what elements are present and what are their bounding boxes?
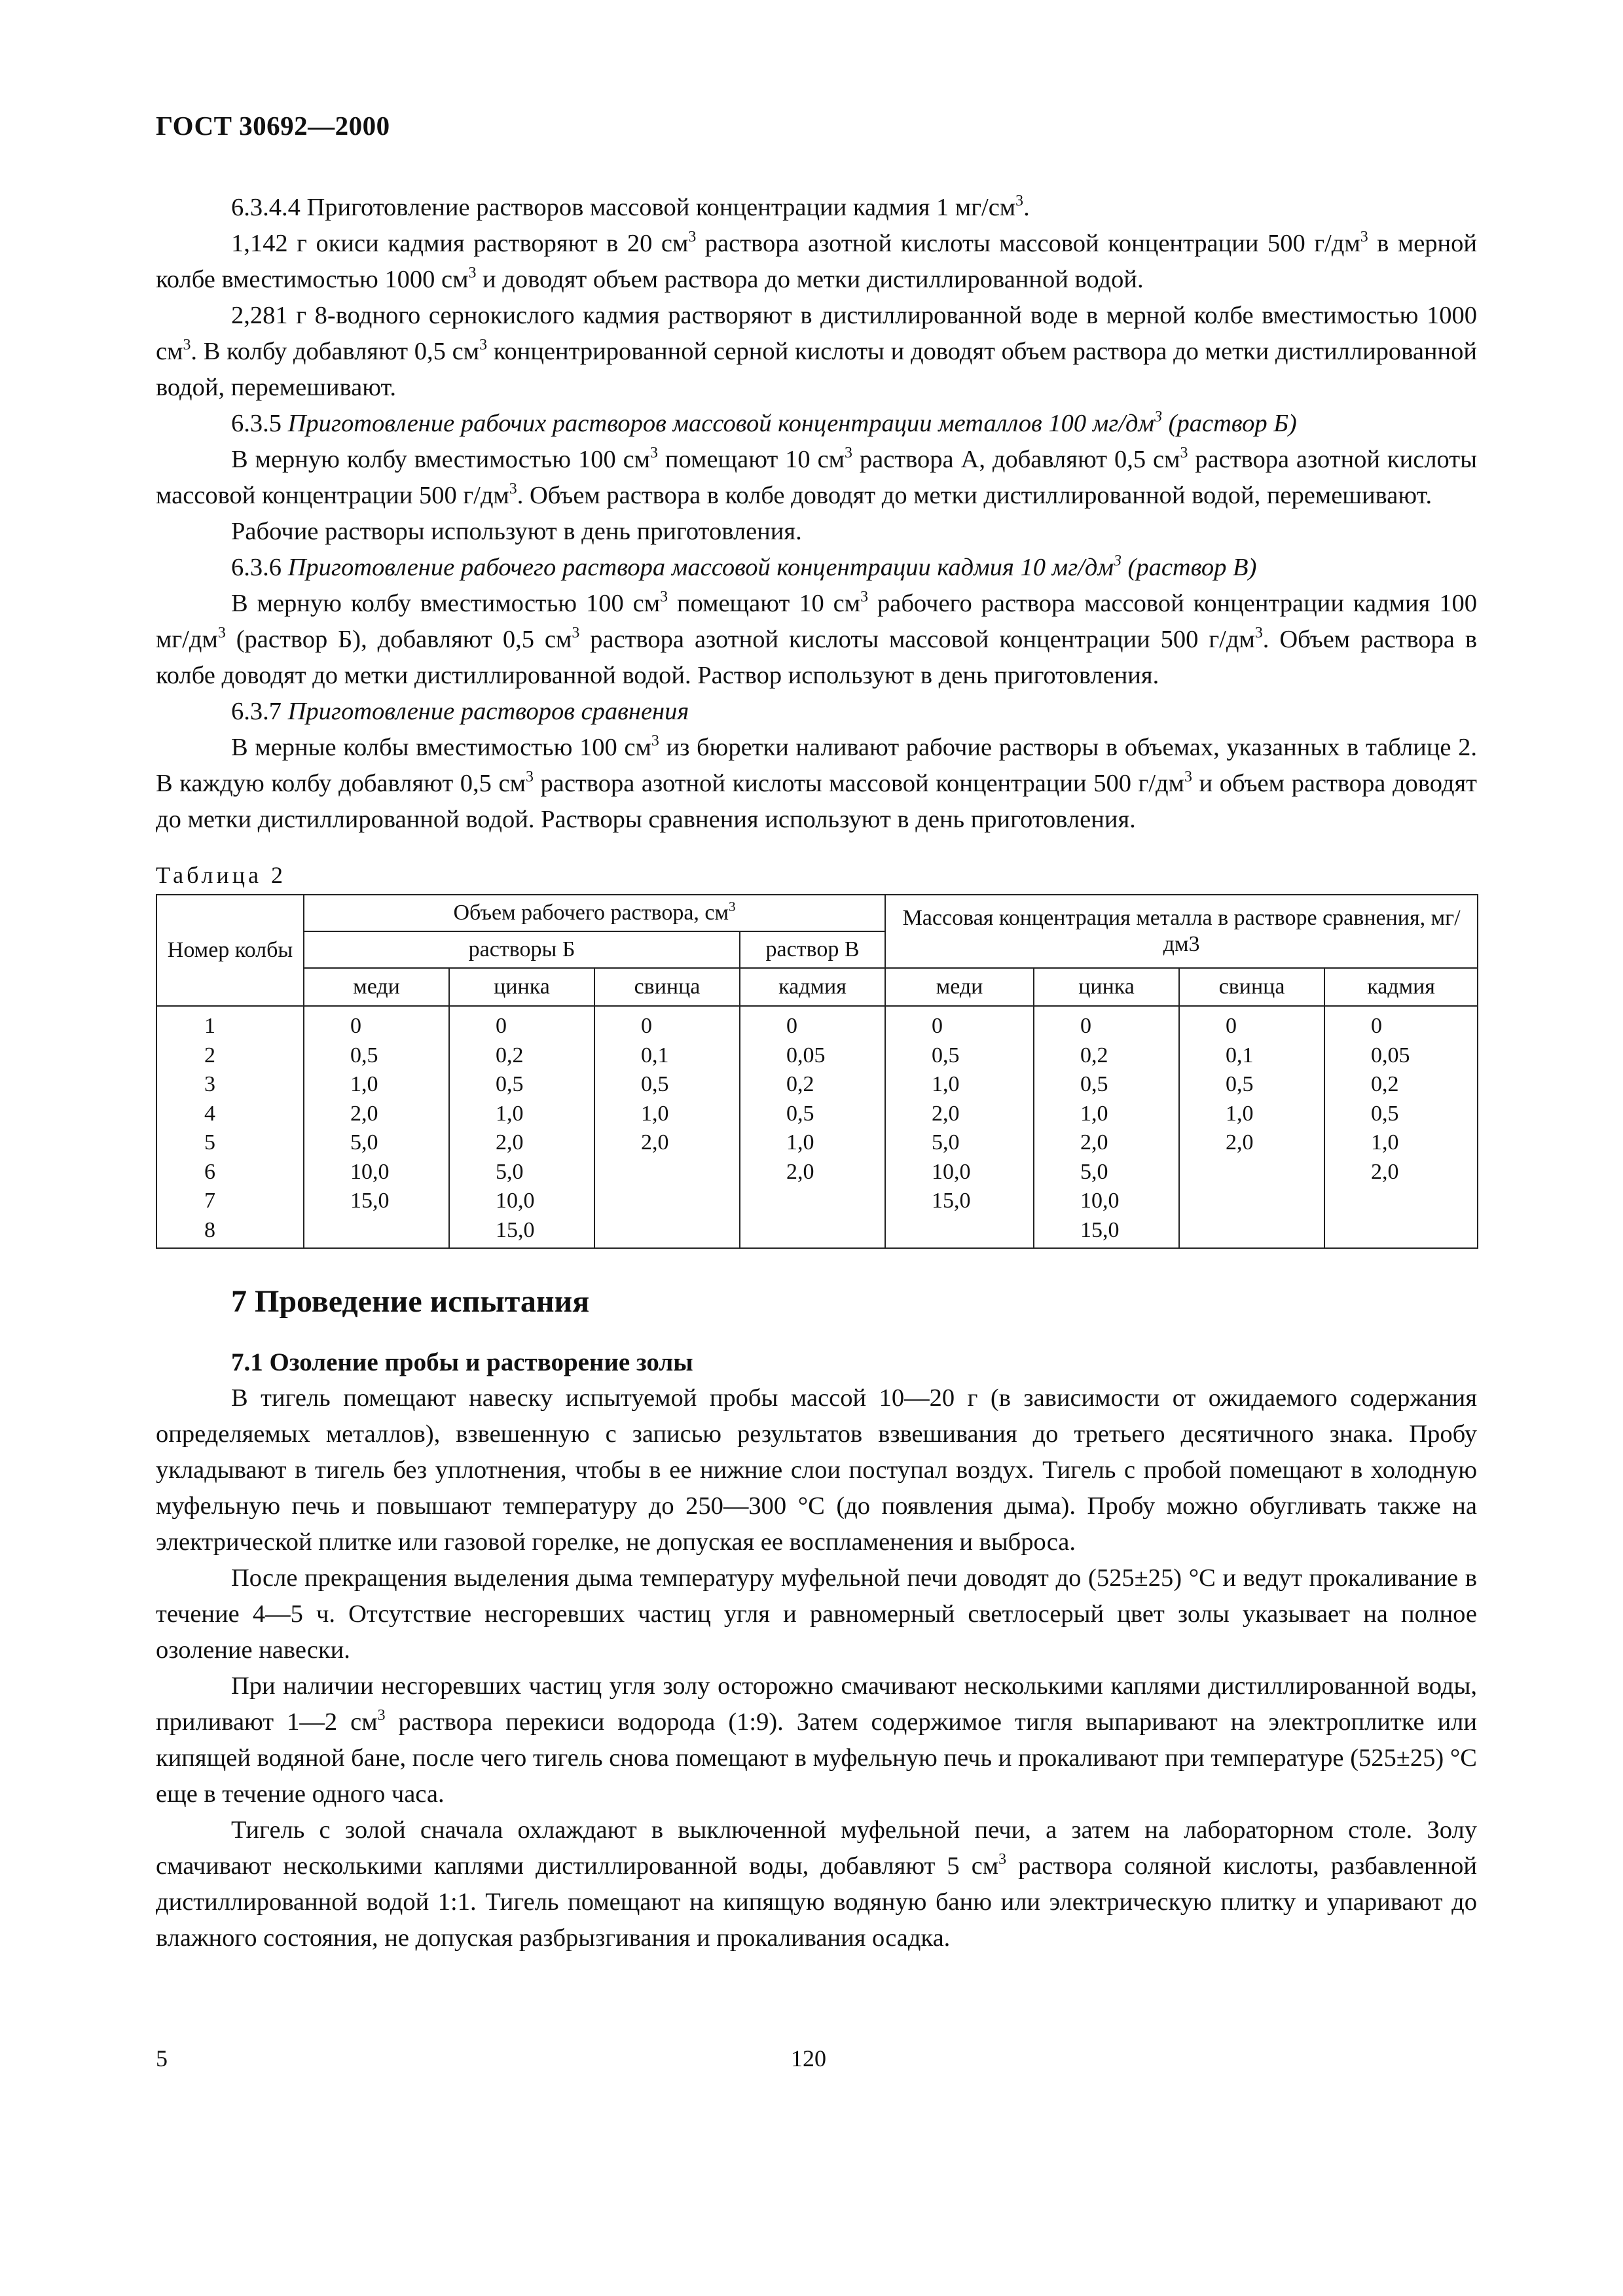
column-cadmium-concentration: 0 0,05 0,2 0,5 1,0 2,0 [1324, 1006, 1478, 1248]
paragraph-ashing-3: При наличии несгоревших частиц угля золу осторожно смачивают несколькими каплями дистиллированной воды, приливают 1—2 $см^3$ раствора перекиси водорода (1:9). Затем содержимое тигля выпаривают на электроплитке или кипящей водяной бане, после чего тигель снова помещают в муфельную печь и прокаливают при температуре (525±25) °С еще в течение одного часа. [156, 1672, 1477, 1808]
paragraph-solution-v: В мерную колбу вместимостью 100 $см^3$ помещают 10 $см^3$ рабочего раствора массовой концентрации кадмия 100 $мг/дм^3$ (раствор Б), добавляют 0,5 $см^3$ раствора азотной кислоты массовой концентрации 500 $г/дм^3$. Объем раствора в колбе доводят до метки дистиллированной водой. Раствор используют в день приготовления. [156, 588, 1477, 689]
paragraph-6-3-4-4-title: 6.3.4.4 Приготовление растворов массовой концентрации кадмия 1 $мг/см^3$. [231, 192, 1030, 221]
header-metal: кадмия [740, 968, 885, 1006]
paragraph-cadmium-oxide: 1,142 г окиси кадмия растворяют в 20 $см^3$ раствора азотной кислоты массовой концентрации 500 $г/дм^3$ в мерной колбе вместимостью 1000 $см^3$ и доводят объем раствора до метки дистиллированной водой. [156, 228, 1477, 293]
paragraph-solution-b: В мерную колбу вместимостью 100 $см^3$ помещают 10 $см^3$ раствора А, добавляют 0,5 $см^3$ раствора азотной кислоты массовой концентрации 500 $г/дм^3$. Объем раствора в колбе доводят до метки дистиллированной водой, перемешивают. [156, 444, 1477, 509]
header-mass-concentration: Массовая концентрация металла в растворе сравнения, мг/дм3 [885, 895, 1478, 968]
header-metal: меди [304, 968, 449, 1006]
section-7-title: 7 Проведение испытания [231, 1284, 590, 1319]
header-metal: свинца [594, 968, 740, 1006]
header-solutions-b: растворы Б [304, 931, 740, 968]
section-7-1-title: 7.1 Озоление пробы и растворение золы [231, 1348, 693, 1376]
column-cadmium-volume: 0 0,05 0,2 0,5 1,0 2,0 [740, 1006, 885, 1248]
header-metal: цинка [449, 968, 594, 1006]
paragraph-6-3-5-title: 6.3.5 Приготовление рабочих растворов массовой концентрации металлов 100 $мг/дм^3$ (раствор Б) [231, 408, 1297, 437]
paragraph-6-3-7-title: 6.3.7 Приготовление растворов сравнения [231, 698, 689, 725]
paragraph-comparison-solutions: В мерные колбы вместимостью 100 $см^3$ из бюретки наливают рабочие растворы в объемах, указанных в таблице 2. В каждую колбу добавляют 0,5 $см^3$ раствора азотной кислоты массовой концентрации 500 $г/дм^3$ и объем раствора доводят до метки дистиллированной водой. Растворы сравнения используют в день приготовления. [156, 732, 1478, 833]
document-header: ГОСТ 30692—2000 [156, 111, 390, 141]
column-copper-concentration: 0 0,5 1,0 2,0 5,0 10,0 15,0 [885, 1006, 1034, 1248]
header-metal: меди [885, 968, 1034, 1006]
header-metal: кадмия [1324, 968, 1478, 1006]
paragraph-working-solutions-usage: Рабочие растворы используют в день приготовления. [231, 518, 802, 545]
column-lead-volume: 0 0,1 0,5 1,0 2,0 [594, 1006, 740, 1248]
header-solution-v: раствор В [740, 931, 885, 968]
header-flask-number: Номер колбы [156, 895, 304, 1006]
paragraph-6-3-6-title: 6.3.6 Приготовление рабочего раствора массовой концентрации кадмия 10 $мг/дм^3$ (раствор В) [231, 552, 1257, 581]
header-metal: цинка [1034, 968, 1179, 1006]
paragraph-ashing-2: После прекращения выделения дыма температуру муфельной печи доводят до (525±25) °С и ведут прокаливание в течение 4—5 ч. Отсутствие несгоревших частиц угля и равномерный светлосерый цвет золы указывает на полное озоление навески. [156, 1564, 1477, 1664]
column-lead-concentration: 0 0,1 0,5 1,0 2,0 [1179, 1006, 1324, 1248]
column-zinc-concentration: 0 0,2 0,5 1,0 2,0 5,0 10,0 15,0 [1034, 1006, 1179, 1248]
table-caption: Таблица 2 [156, 862, 286, 888]
footer-page-number: 5 [156, 2045, 168, 2072]
column-zinc-volume: 0 0,2 0,5 1,0 2,0 5,0 10,0 15,0 [449, 1006, 594, 1248]
footer-sheet-number: 120 [791, 2045, 826, 2072]
paragraph-cadmium-sulfate: 2,281 г 8-водного сернокислого кадмия растворяют в дистиллированной воде в мерной колбе вместимостью 1000 $см^3$. В колбу добавляют 0,5 $см^3$ концентрированной серной кислоты и доводят объем раствора до метки дистиллированной водой, перемешивают. [156, 302, 1477, 401]
column-copper-volume: 0 0,5 1,0 2,0 5,0 10,0 15,0 [304, 1006, 449, 1248]
table-2 [156, 894, 1478, 1249]
header-working-volume: Объем рабочего раствора, $см^3$ [304, 895, 885, 931]
column-flask-number: 1 2 3 4 5 6 7 8 [156, 1006, 304, 1248]
paragraph-ashing-1: В тигель помещают навеску испытуемой пробы массой 10—20 г (в зависимости от ожидаемого содержания определяемых металлов), взвешенную с записью результатов взвешивания до третьего десятичного знака. Пробу укладывают в тигель без уплотнения, чтобы в ее нижние слои поступал воздух. Тигель с пробой помещают в холодную муфельную печь и повышают температуру до 250—300 °С (до появления дыма). Пробу можно обугливать также на электрической плитке или газовой горелке, не допуская ее воспламенения и выброса. [156, 1384, 1477, 1556]
header-metal: свинца [1179, 968, 1324, 1006]
paragraph-ashing-4: Тигель с золой сначала охлаждают в выключенной муфельной печи, а затем на лабораторном столе. Золу смачивают несколькими каплями дистиллированной воды, добавляют 5 $см^3$ раствора соляной кислоты, разбавленной дистиллированной водой 1:1. Тигель помещают на кипящую водяную баню или электрическую плитку и упаривают до влажного состояния, не допуская разбрызгивания и прокаливания осадка. [156, 1816, 1477, 1952]
document-body [156, 190, 1477, 1956]
